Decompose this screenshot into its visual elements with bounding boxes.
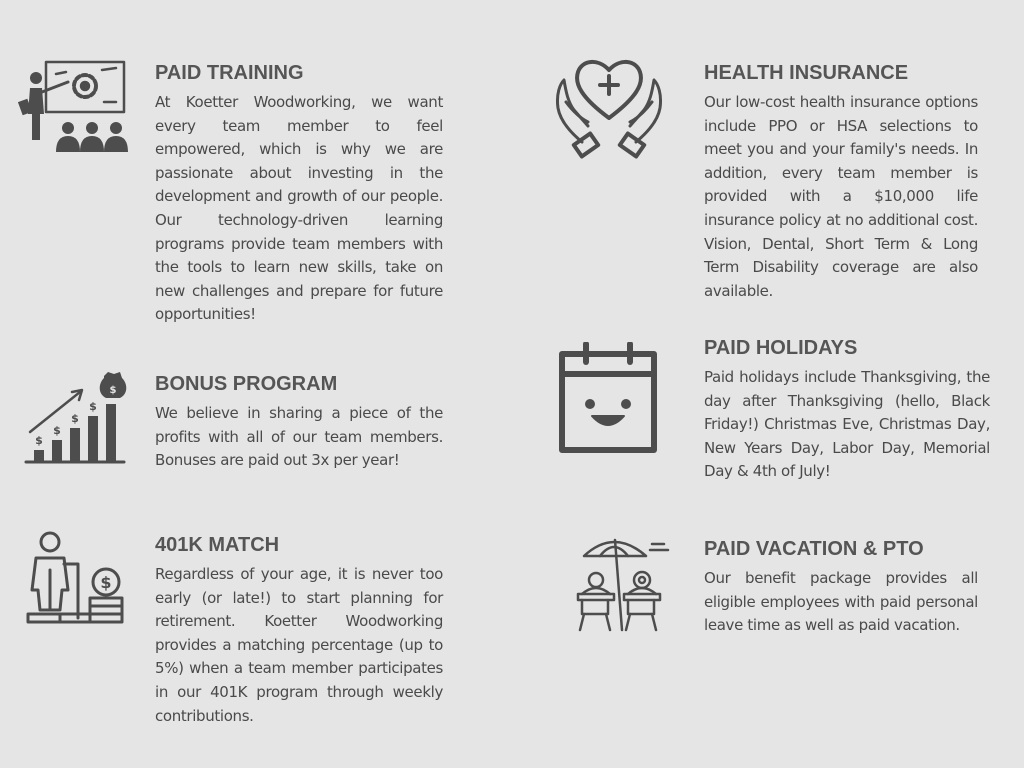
paid-training-title: PAID TRAINING xyxy=(155,62,304,84)
health-insurance-title: HEALTH INSURANCE xyxy=(704,62,909,84)
benefit-paid-holidays xyxy=(512,320,1024,500)
svg-text:$: $ xyxy=(53,424,61,437)
benefit-paid-vacation xyxy=(512,520,1024,768)
smiling-calendar-icon xyxy=(556,342,660,454)
paid-vacation-text: Our benefit package provides all eligible employees with paid personal leave time as well as paid vacation. xyxy=(704,569,978,635)
paid-holidays-text: Paid holidays include Thanksgiving, the day after Thanksgiving (hello, Black Friday!) Christmas Eve, Christmas Day, New Years Day, Labor Day, Memorial Day & 4th of July! xyxy=(704,368,990,481)
svg-text:$: $ xyxy=(89,400,97,413)
benefit-bonus-program xyxy=(0,340,512,510)
401k-match-text: Regardless of your age, it is never too early (or late!) to start planning for retirement. Koetter Woodworking provides a matching percentage (up to 5%) when a team member participates in our 401K program through weekly contributions. xyxy=(155,565,443,725)
paid-holidays-title: PAID HOLIDAYS xyxy=(704,337,858,359)
paid-training-text: At Koetter Woodworking, we want every team member to feel empowered, which is why we are passionate about investing in the development and growth of our people. Our technology-driven learning programs provide team members with the tools to learn new skills, take on new challenges and prepare for future opportunities! xyxy=(155,93,443,324)
presentation-training-icon xyxy=(18,56,134,156)
health-insurance-text: Our low-cost health insurance options include PPO or HSA selections to meet you and your family's needs. In addition, every team member is provided with a $10,000 life insurance policy at no additional cost. Vision, Dental, Short Term & Long Term Disability coverage are also available. xyxy=(704,93,978,300)
benefit-health-insurance xyxy=(512,0,1024,340)
svg-text:$: $ xyxy=(100,573,112,592)
hands-heart-icon xyxy=(552,52,666,160)
bonus-program-text: We believe in sharing a piece of the profits with all of our team members. Bonuses are paid out 3x per year! xyxy=(155,404,443,470)
svg-text:$: $ xyxy=(109,385,117,396)
retirement-savings-icon xyxy=(26,530,126,628)
beach-vacation-icon xyxy=(572,534,676,632)
paid-vacation-title: PAID VACATION & PTO xyxy=(704,538,924,560)
bonus-program-title: BONUS PROGRAM xyxy=(155,373,338,395)
growth-chart-icon xyxy=(24,370,128,466)
svg-text:$: $ xyxy=(35,434,43,447)
benefit-401k-match xyxy=(0,520,512,768)
svg-text:$: $ xyxy=(71,412,79,425)
benefit-paid-training xyxy=(0,0,512,340)
401k-match-title: 401K MATCH xyxy=(155,534,280,556)
